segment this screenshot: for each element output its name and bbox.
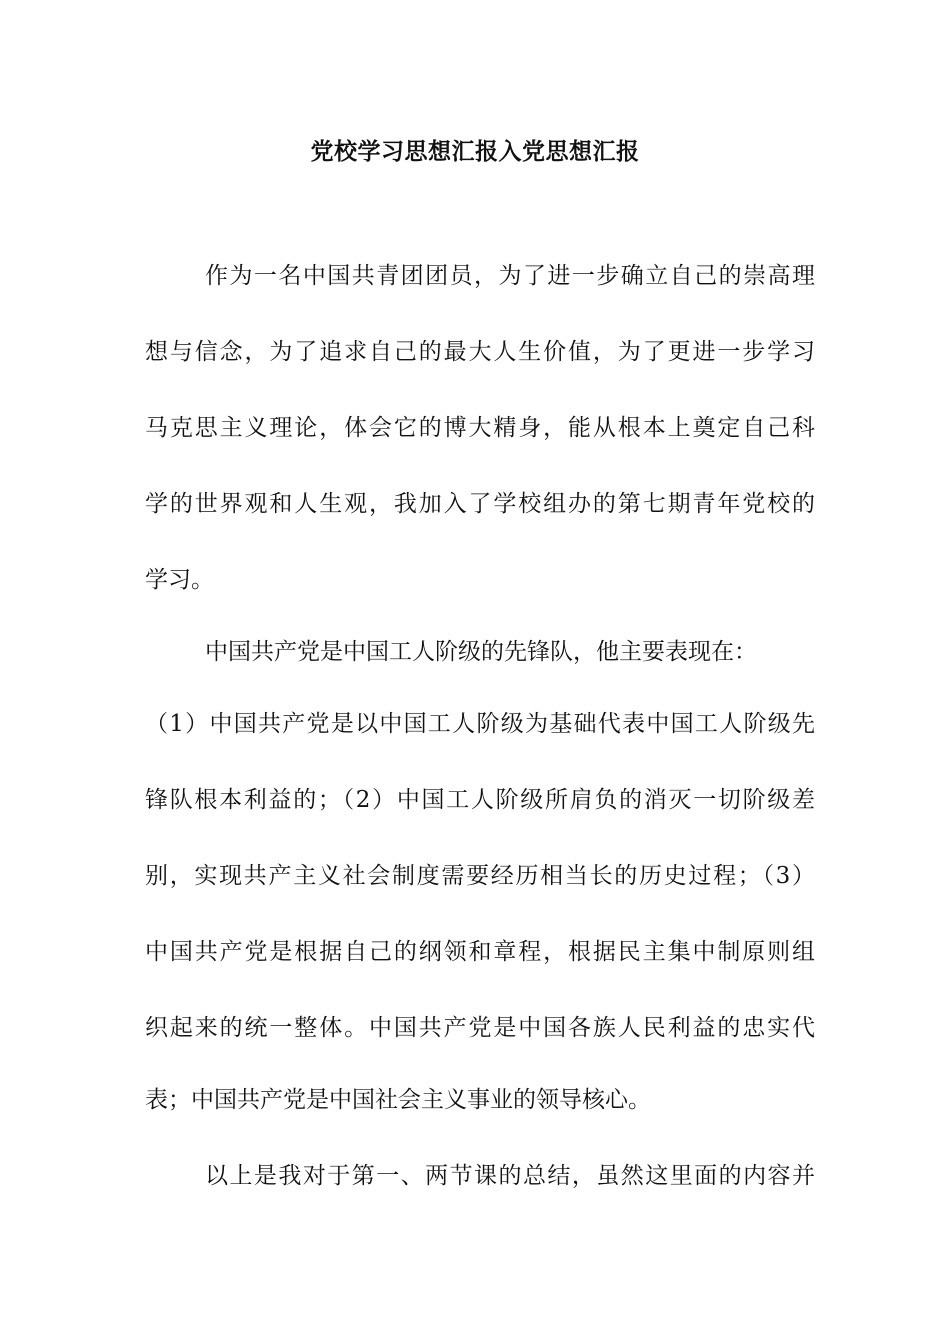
paragraph-3-line-1: 以上是我对于第一、两节课的总结，虽然这里面的内容并 — [205, 1163, 815, 1189]
paragraph-1-line-4: 学的世界观和人生观，我加入了学校组办的第七期青年党校的 — [145, 491, 815, 517]
paragraph-2-line-2: （1）中国共产党是以中国工人阶级为基础代表中国工人阶级先 — [145, 711, 815, 737]
paragraph-2-line-5: 中国共产党是根据自己的纲领和章程，根据民主集中制原则组 — [145, 939, 815, 965]
paragraph-2-line-4: 别，实现共产主义社会制度需要经历相当长的历史过程；（3） — [145, 863, 815, 889]
paragraph-1-line-3: 马克思主义理论，体会它的博大精身，能从根本上奠定自己科 — [145, 415, 815, 441]
document-title: 党校学习思想汇报入党思想汇报 — [310, 138, 640, 165]
paragraph-2-line-7: 表；中国共产党是中国社会主义事业的领导核心。 — [145, 1087, 651, 1113]
paragraph-1-line-2: 想与信念，为了追求自己的最大人生价值，为了更进一步学习 — [145, 339, 815, 365]
paragraph-2-line-3: 锋队根本利益的；（2）中国工人阶级所肩负的消灭一切阶级差 — [145, 787, 815, 813]
paragraph-2-line-1: 中国共产党是中国工人阶级的先锋队，他主要表现在： — [205, 639, 757, 665]
paragraph-2-line-6: 织起来的统一整体。中国共产党是中国各族人民利益的忠实代 — [145, 1015, 815, 1041]
paragraph-1-line-1: 作为一名中国共青团团员，为了进一步确立自己的崇高理 — [205, 263, 815, 289]
paragraph-1-line-5: 学习。 — [145, 567, 214, 593]
